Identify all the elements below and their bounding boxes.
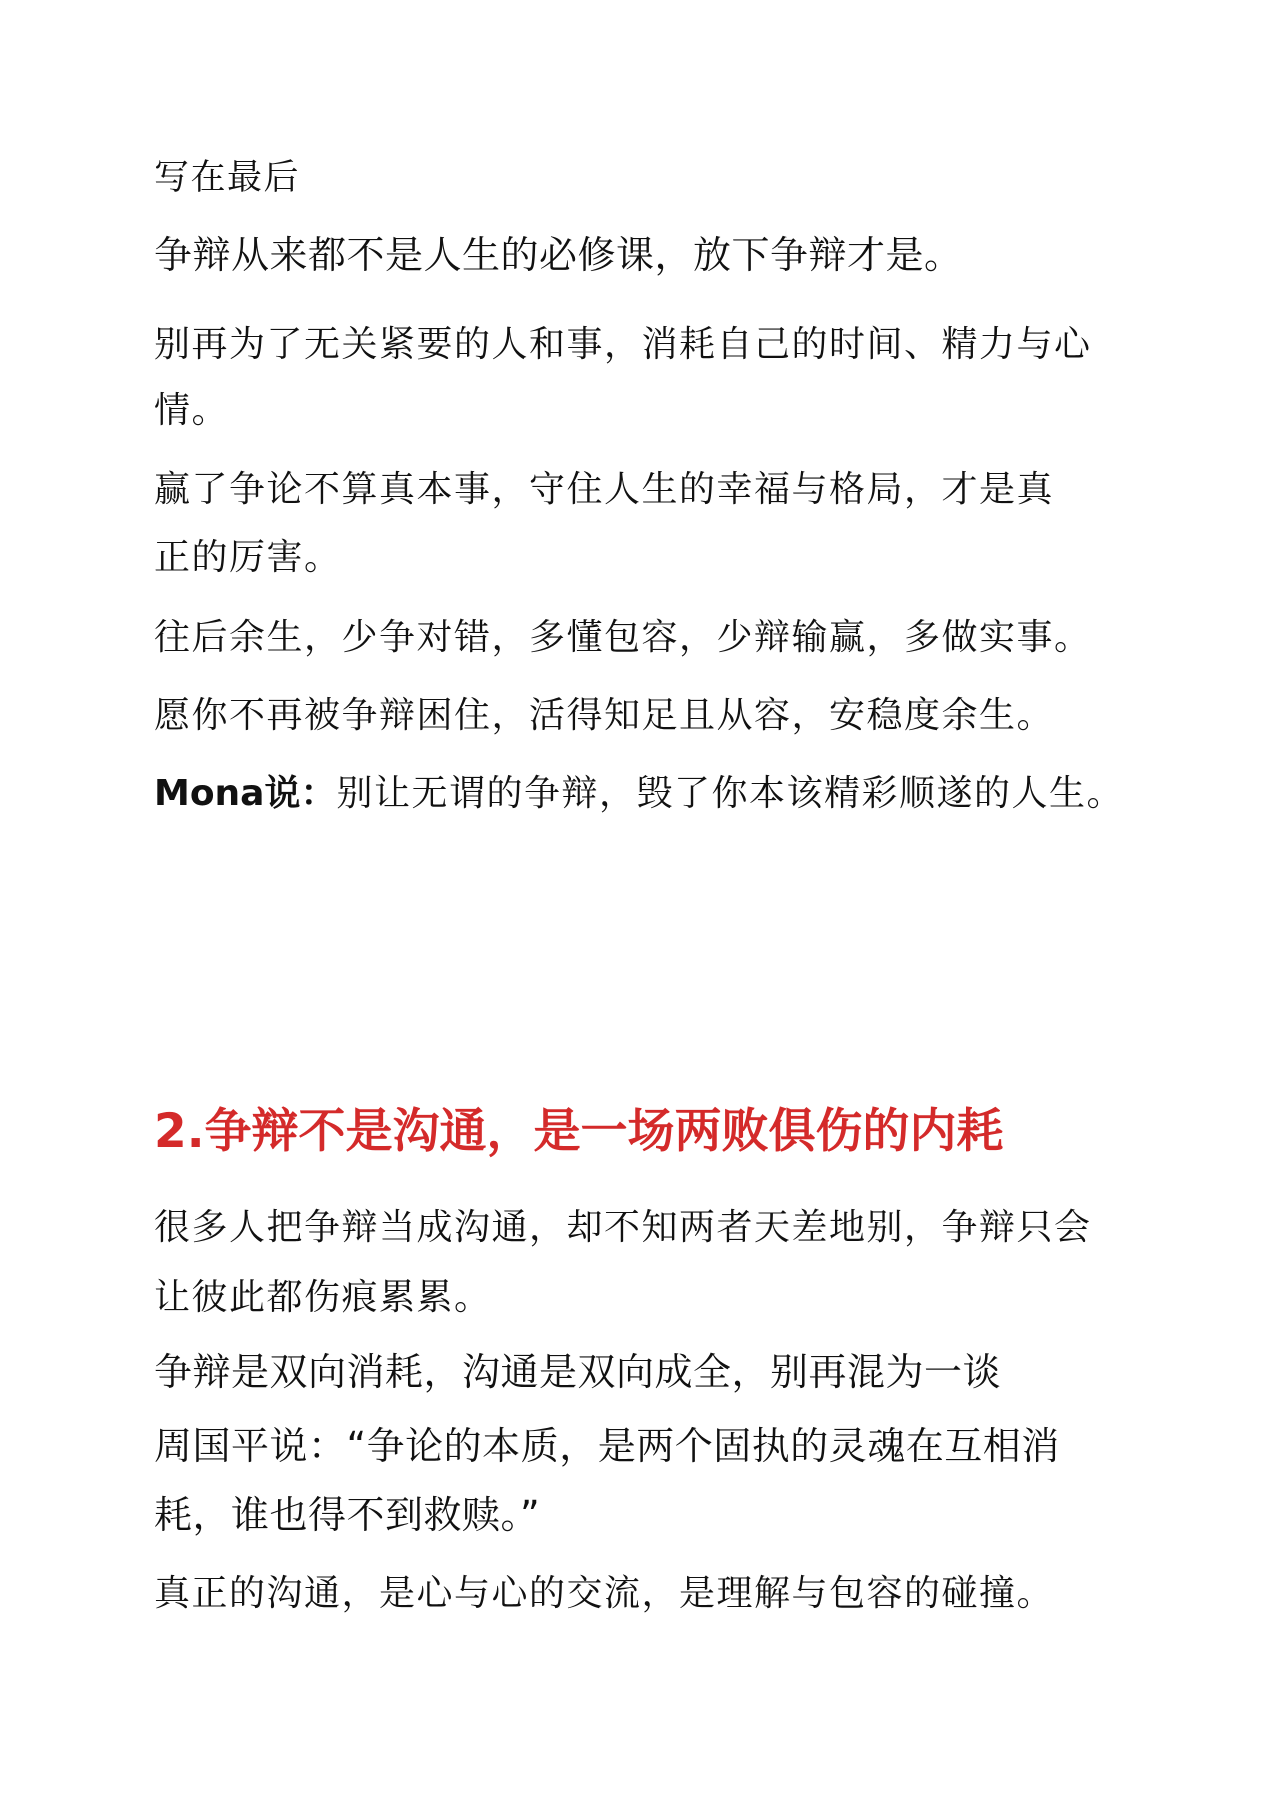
quote-author: Mona说： xyxy=(154,773,337,814)
paragraph: 争辩是双向消耗，沟通是双向成全，别再混为一谈 xyxy=(154,1350,1002,1394)
section-heading: 2.争辩不是沟通，是一场两败俱伤的内耗 xyxy=(154,1104,1004,1159)
paragraph-line: 别再为了无关紧要的人和事，消耗自己的时间、精力与心 xyxy=(154,324,1092,365)
closing-quote xyxy=(154,773,1124,814)
section-label: 写在最后 xyxy=(154,158,301,198)
quote-line: 周国平说：“争论的本质，是两个固执的灵魂在互相消 xyxy=(154,1424,1060,1468)
paragraph: 往后余生，少争对错，多懂包容，少辩输赢，多做实事。 xyxy=(154,617,1092,658)
paragraph-line: 正的厉害。 xyxy=(154,537,342,578)
paragraph: 愿你不再被争辩困住，活得知足且从容，安稳度余生。 xyxy=(154,695,1055,736)
paragraph-line: 让彼此都伤痕累累。 xyxy=(154,1277,492,1318)
paragraph-line: 情。 xyxy=(154,390,230,431)
paragraph: 真正的沟通，是心与心的交流，是理解与包容的碰撞。 xyxy=(154,1573,1055,1614)
quote-line: 耗，谁也得不到救赎。” xyxy=(154,1493,541,1537)
lead-sentence: 争辩从来都不是人生的必修课，放下争辩才是。 xyxy=(154,233,963,277)
paragraph-line: 很多人把争辩当成沟通，却不知两者天差地别，争辩只会 xyxy=(154,1207,1092,1248)
paragraph-line: 赢了争论不算真本事，守住人生的幸福与格局，才是真 xyxy=(154,469,1055,510)
quote-text: 别让无谓的争辩，毁了你本该精彩顺遂的人生。 xyxy=(336,773,1124,814)
